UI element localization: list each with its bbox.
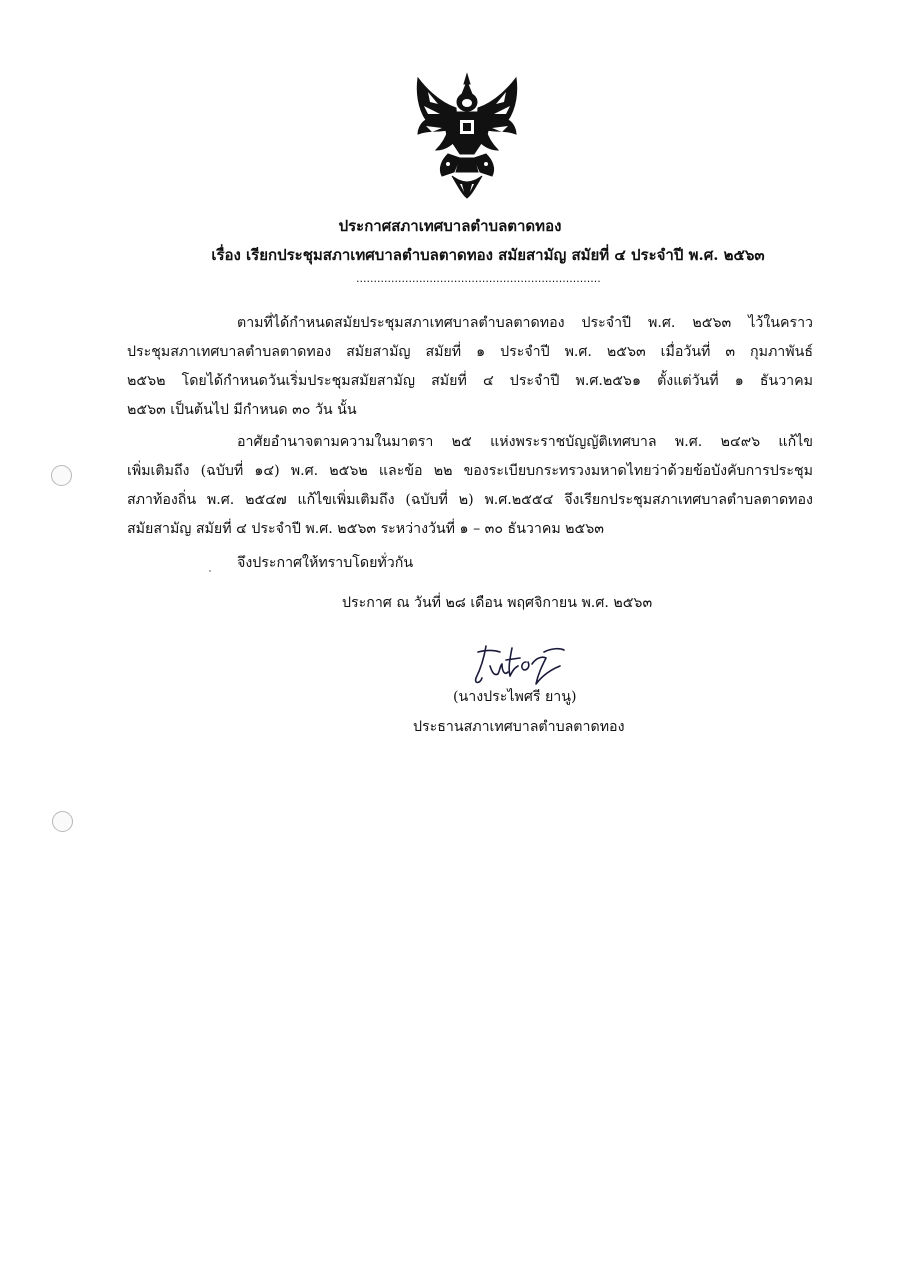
paragraph-line: ตามที่ได้กำหนดสมัยประชุมสภาเทศบาลตำบลตาดทอง ประจำปี พ.ศ. ๒๕๖๓ ไว้ในคราว	[237, 315, 813, 331]
garuda-emblem-icon	[408, 72, 526, 200]
punch-hole-icon	[52, 811, 73, 832]
paragraph-2	[127, 428, 813, 544]
document-title: ประกาศสภาเทศบาลตำบลตาดทอง	[338, 217, 562, 235]
paragraph-line: สภาท้องถิ่น พ.ศ. ๒๕๔๗ แก้ไขเพิ่มเติมถึง (ฉบับที่ ๒) พ.ศ.๒๕๕๔ จึงเรียกประชุมสภาเทศบาลตำบลตาดทอง	[127, 492, 813, 508]
paragraph-line: ประชุมสภาเทศบาลตำบลตาดทอง สมัยสามัญ สมัยที่ ๑ ประจำปี พ.ศ. ๒๕๖๓ เมื่อวันที่ ๓ กุมภาพันธ์	[127, 344, 813, 360]
paragraph-line: อาศัยอำนาจตามความในมาตรา ๒๕ แห่งพระราชบัญญัติเทศบาล พ.ศ. ๒๔๙๖ แก้ไข	[237, 434, 813, 450]
punch-hole-icon	[51, 465, 72, 486]
paragraph-1	[127, 309, 813, 425]
paragraph-line: ๒๕๖๒ โดยได้กำหนดวันเริ่มประชุมสมัยสามัญ สมัยที่ ๔ ประจำปี พ.ศ.๒๕๖๑ ตั้งแต่วันที่ ๑ ธันวาคม	[127, 373, 813, 389]
document-subject: เรื่อง เรียกประชุมสภาเทศบาลตำบลตาดทอง สมัยสามัญ สมัยที่ ๔ ประจำปี พ.ศ. ๒๕๖๓	[211, 246, 765, 264]
signer-name: (นางประไพศรี ยานู)	[453, 689, 577, 705]
paper-speck	[209, 570, 211, 572]
signer-title: ประธานสภาเทศบาลตำบลตาดทอง	[413, 719, 625, 735]
divider-dots: ......................................................................	[356, 272, 601, 285]
paragraph-line: สมัยสามัญ สมัยที่ ๔ ประจำปี พ.ศ. ๒๕๖๓ ระหว่างวันที่ ๑ – ๓๐ ธันวาคม ๒๕๖๓	[127, 521, 604, 537]
paragraph-line: เพิ่มเติมถึง (ฉบับที่ ๑๔) พ.ศ. ๒๕๖๒ และข้อ ๒๒ ของระเบียบกระทรวงมหาดไทยว่าด้วยข้อบังคับการประชุม	[127, 463, 813, 479]
announcement-date: ประกาศ ณ วันที่ ๒๘ เดือน พฤศจิกายน พ.ศ. ๒๕๖๓	[342, 595, 653, 611]
handwritten-signature	[472, 640, 568, 688]
paragraph-line: ๒๕๖๓ เป็นต้นไป มีกำหนด ๓๐ วัน นั้น	[127, 402, 357, 418]
closing-statement: จึงประกาศให้ทราบโดยทั่วกัน	[237, 555, 414, 571]
